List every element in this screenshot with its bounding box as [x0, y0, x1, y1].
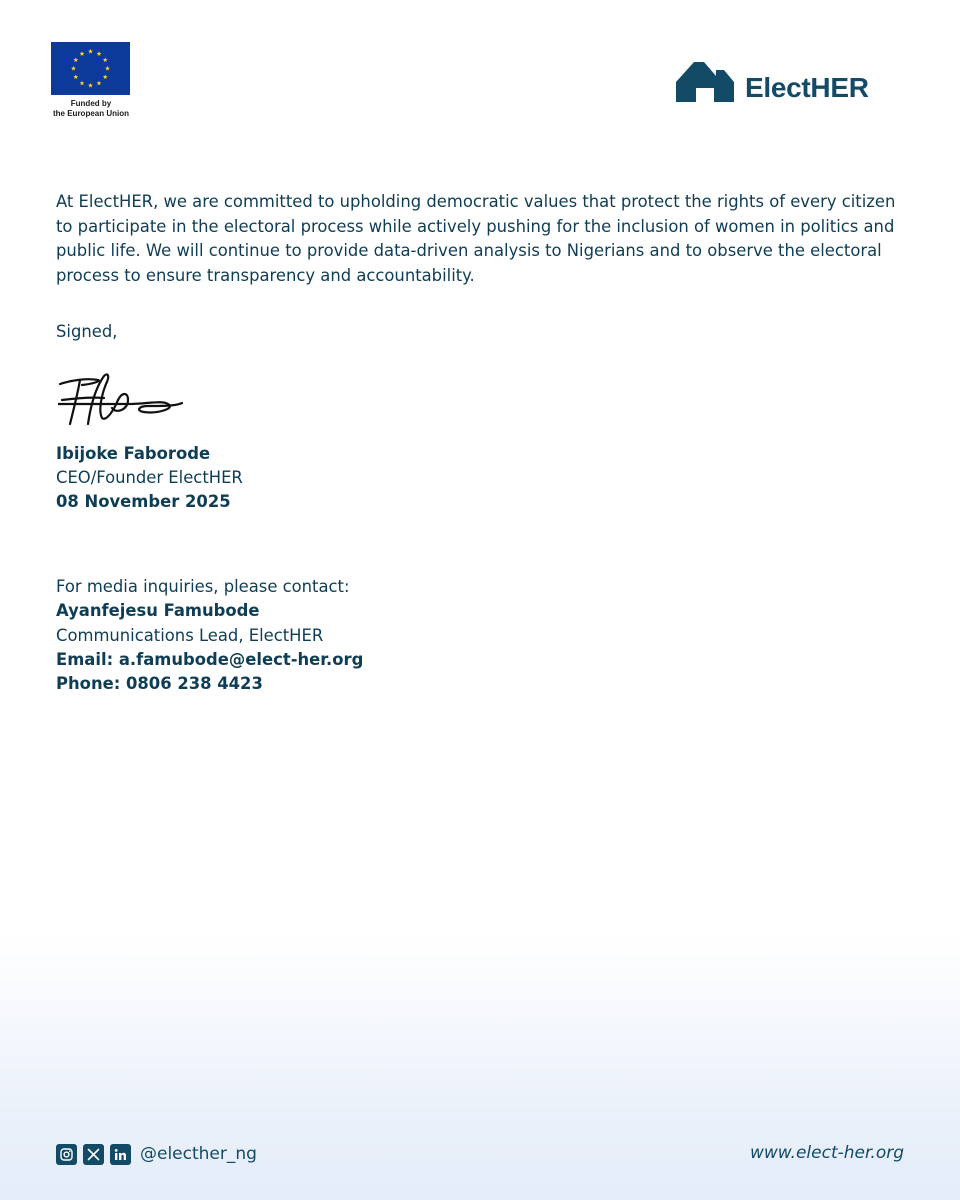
eu-funding-logo: [51, 42, 131, 119]
media-intro: For media inquiries, please contact:: [56, 577, 350, 596]
signer-title: CEO/Founder ElectHER: [56, 468, 243, 487]
instagram-icon[interactable]: [56, 1144, 77, 1165]
signer-block: [56, 442, 243, 514]
contact-title: Communications Lead, ElectHER: [56, 625, 324, 645]
linkedin-icon[interactable]: [110, 1144, 131, 1165]
electher-brand: [676, 60, 912, 104]
brand-name: ElectHER: [745, 72, 869, 103]
social-links: [56, 1142, 257, 1166]
statement-paragraph: At ElectHER, we are committed to upholding democratic values that protect the rights of every citizen to participate in the electoral process while actively pushing for the inclusion of women in politics and public life. We will continue to provide data-driven analysis to Nigerians and to observe the electoral process to ensure transparency and accountability.: [56, 192, 896, 285]
social-handle[interactable]: @electher_ng: [140, 1144, 257, 1164]
eu-flag-icon: [51, 42, 130, 95]
media-contact-block: [56, 575, 363, 696]
website-link[interactable]: www.elect-her.org: [749, 1143, 904, 1163]
signed-label: Signed,: [56, 322, 118, 341]
statement-date: 08 November 2025: [56, 492, 231, 511]
electher-logo-icon: [676, 60, 736, 104]
signer-name: Ibijoke Faborode: [56, 444, 211, 463]
contact-name: Ayanfejesu Famubode: [56, 601, 260, 621]
contact-phone[interactable]: Phone: 0806 238 4423: [56, 674, 263, 694]
eu-funding-caption: [51, 99, 131, 119]
eu-caption-line-2: the European Union: [53, 109, 129, 118]
contact-email[interactable]: Email: a.famubode@elect-her.org: [56, 649, 364, 669]
handwritten-signature: [58, 370, 184, 432]
eu-caption-line-1: Funded by: [70, 99, 112, 108]
x-icon[interactable]: [83, 1144, 104, 1165]
